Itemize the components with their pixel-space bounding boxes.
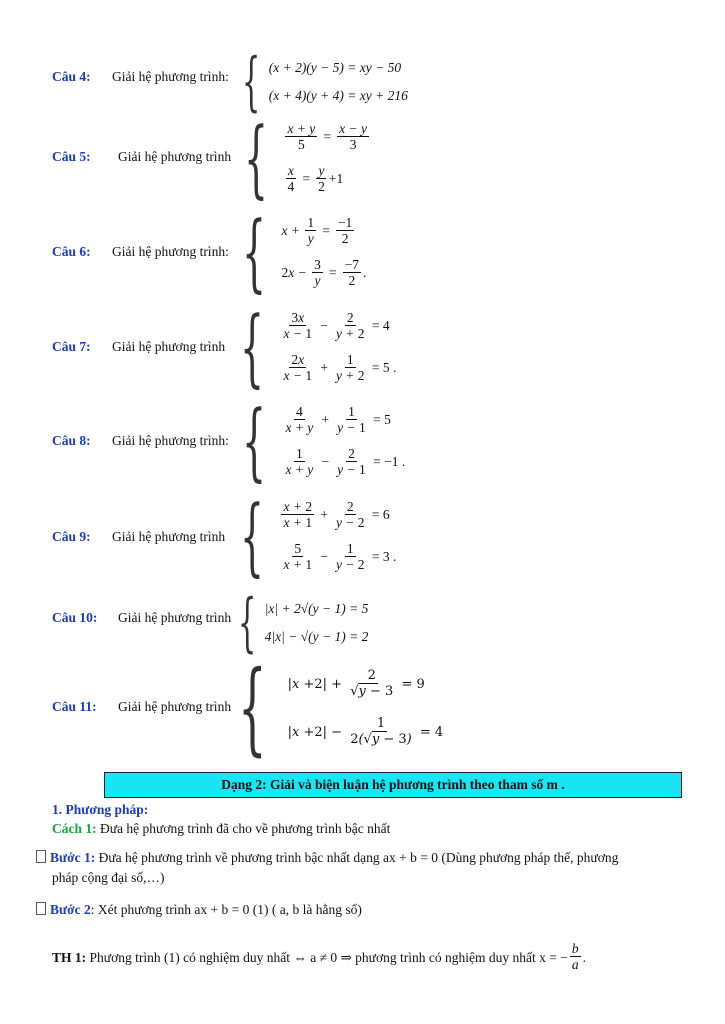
q4-eq1: (x + 2)(y − 5) = xy − 50	[268, 60, 402, 75]
buoc1-text: Đưa hệ phương trình về phương trình bậc nhất dạng ax + b = 0 (Dùng phương pháp thế, phương	[98, 850, 619, 865]
buoc1-label: Bước 1:	[50, 850, 96, 865]
q10-eq2: 4|x| − √(y − 1) = 2	[264, 629, 369, 644]
question-8-system: { $\frac{4}{x + y}$ + $\frac{1}{y - 1}$ = 5 $\frac{1}{x + y}$ − $\frac{2}{y - 1}$ = −1 .	[242, 392, 406, 490]
q4-eq2: (x + 4)(y + 4) = xy + 216	[268, 88, 408, 103]
buoc2-text: : Xét phương trình ax + b = 0 (1) ( a, b là hằng số)	[90, 902, 362, 917]
question-11-label: Câu 11:	[52, 699, 97, 714]
cach1-text: Đưa hệ phương trình đã cho về phương trình bậc nhất	[100, 821, 391, 836]
question-7-text: Giải hệ phương trình	[112, 339, 226, 354]
question-7-label: Câu 7:	[52, 339, 91, 354]
question-10-label: Câu 10:	[52, 610, 98, 625]
th1-label: TH 1:	[52, 950, 87, 965]
buoc2-line	[36, 902, 362, 918]
question-11-system: { |x + 2 | + $\frac{2}{√y - 3}$ = 9 |x + 2 | − $\frac{1}{2(√y - 3)}$ = 4	[238, 649, 444, 766]
question-9-system: { $\frac{x + 2}{x + 1}$ + $\frac{2}{y - 2}$ = 6 $\frac{5}{x + 1}$ − $\frac{1}{y - 2}$ = 3 .	[240, 487, 397, 585]
th1-line: TH 1: Phương trình (1) có nghiệm duy nhất ⇔ a ≠ 0 ⇒ phương trình có nghiệm duy nhất x = − $\frac{b}{a}$ .	[52, 941, 586, 972]
question-9-label: Câu 9:	[52, 529, 91, 544]
buoc1-text2: pháp cộng đại số,…)	[52, 870, 165, 885]
question-6-system: { x + $\frac{1}{y}$ = $\frac{-1}{2}$ 2 x − $\frac{3}{y}$ = $\frac{-7}{2}$ .	[242, 203, 367, 301]
question-4-system: { (x + 2)(y − 5) = xy − 50 (x + 4)(y + 4) = xy + 216	[242, 45, 408, 119]
q10-eq1: |x| + 2√(y − 1) = 5	[264, 601, 369, 616]
buoc2-label: Bước 2	[50, 902, 91, 917]
checkbox-bullet-icon	[36, 850, 46, 863]
question-5-label: Câu 5:	[52, 149, 91, 164]
th1-text: Phương trình (1) có nghiệm duy nhất ⇔ a ≠ 0 ⇒ phương trình có nghiệm duy nhất x = −	[89, 950, 568, 965]
cach1-line	[52, 821, 390, 837]
question-4-label: Câu 4:	[52, 69, 91, 84]
question-6-text: Giải hệ phương trình:	[112, 244, 229, 259]
question-5-system: { $\frac{x + y}{5}$ = $\frac{x - y}{3}$ $\frac{x}{4}$ = $\frac{y}{2}$ +1	[244, 109, 368, 207]
question-7-system: { $\frac{3x}{x - 1}$ − $\frac{2}{y + 2}$ = 4 $\frac{2x}{x - 1}$ + $\frac{1}{y + 2}$ = 5 .	[240, 298, 397, 396]
cach1-label: Cách 1:	[52, 821, 97, 836]
question-8-text: Giải hệ phương trình:	[112, 433, 229, 448]
question-10-system: { |x| + 2√(y − 1) = 5 4|x| − √(y − 1) = 2	[238, 586, 369, 660]
section-banner: Dạng 2: Giải và biện luận hệ phương trình theo tham số m .	[104, 772, 682, 798]
checkbox-bullet-icon	[36, 902, 46, 915]
question-4-text: Giải hệ phương trình:	[112, 69, 229, 84]
question-6-label: Câu 6:	[52, 244, 91, 259]
question-10-text: Giải hệ phương trình	[118, 610, 232, 625]
question-5-text: Giải hệ phương trình	[118, 149, 232, 164]
question-8-label: Câu 8:	[52, 433, 91, 448]
question-11-text: Giải hệ phương trình	[118, 699, 232, 714]
method-heading: 1. Phương pháp:	[52, 802, 149, 817]
buoc1-line	[36, 850, 618, 866]
question-9-text: Giải hệ phương trình	[112, 529, 226, 544]
